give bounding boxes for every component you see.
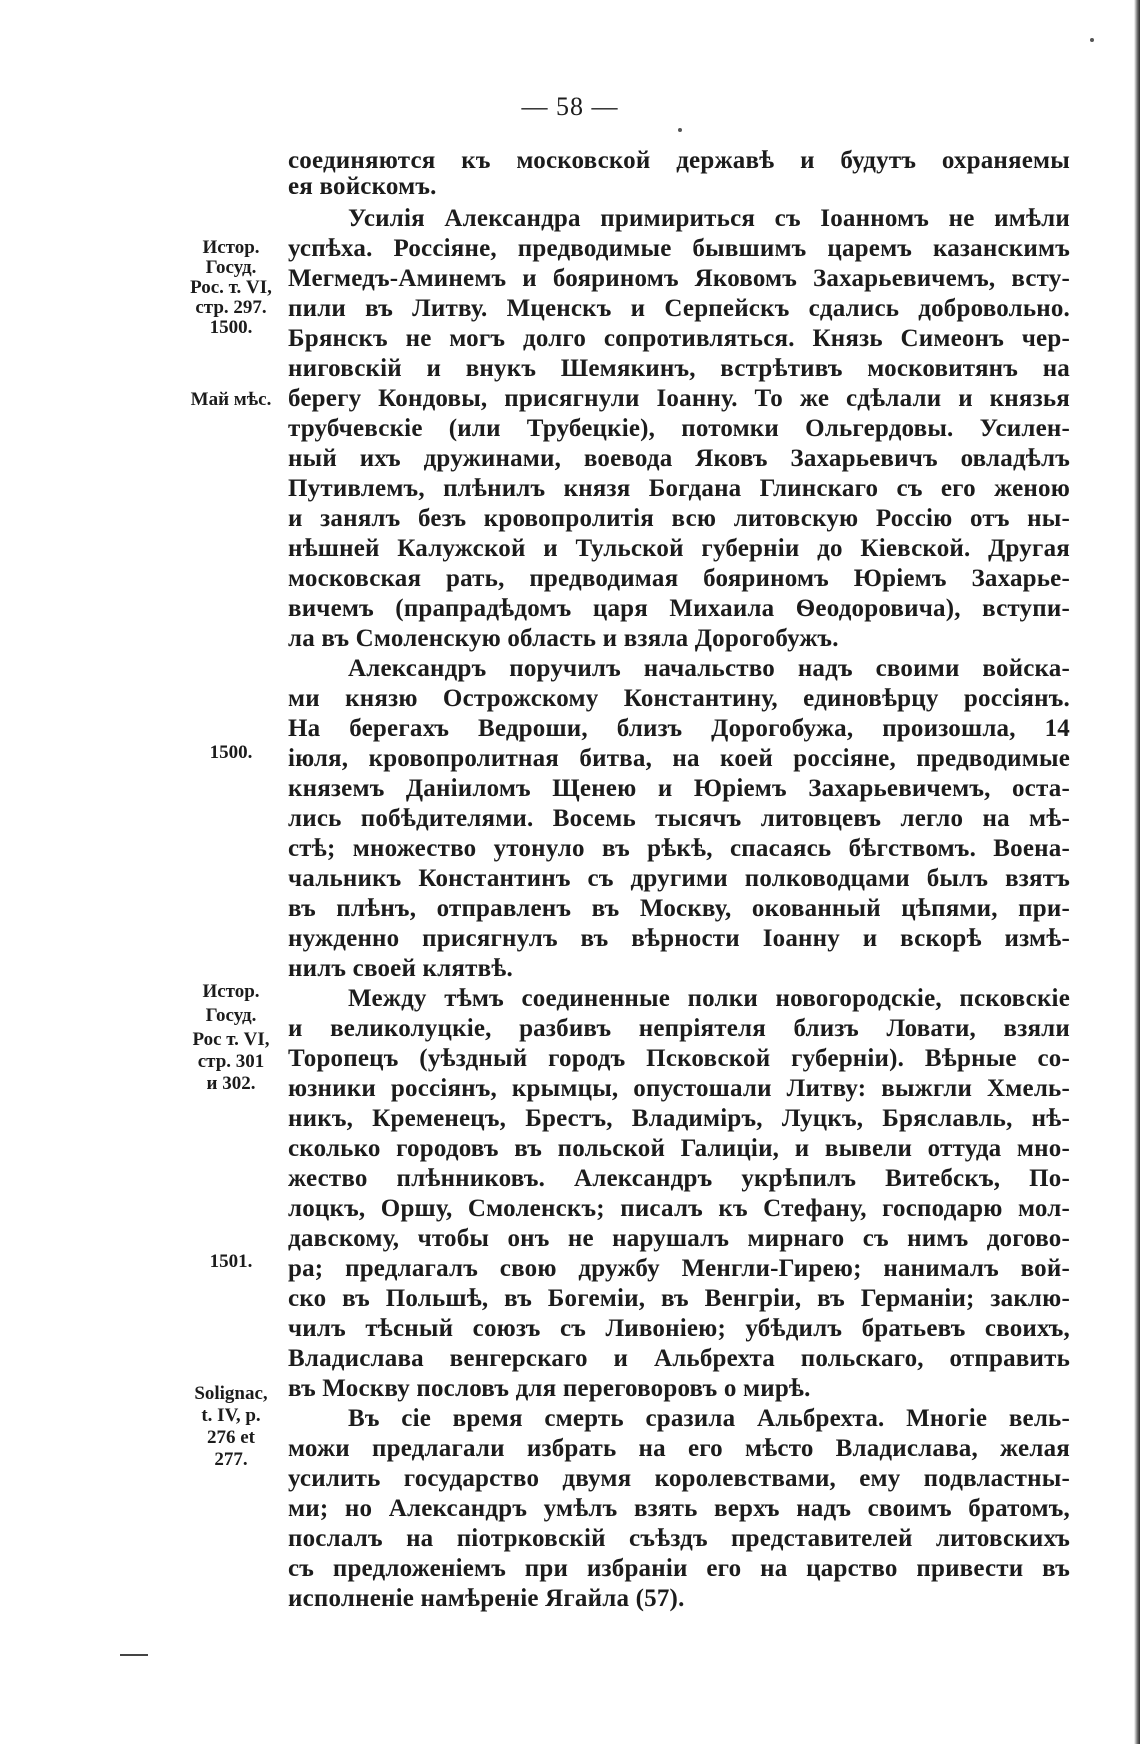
margin-note-source: 276 et xyxy=(206,1427,255,1448)
margin-note-source: Истор. xyxy=(202,237,260,258)
margin-note-source: t. IV, p. xyxy=(201,1405,261,1426)
margin-note-source: и 302. xyxy=(206,1073,256,1094)
text-line: стѣ; множество утонуло въ рѣкѣ, спасаясь бѣгствомъ. Военa- xyxy=(288,835,1070,862)
text-line: ниговскій и внукъ Шемякинъ, встрѣтивъ московитянъ на xyxy=(288,355,1070,382)
text-line: въ Москву пословъ для переговоровъ о мирѣ. xyxy=(288,1375,811,1402)
text-line: сколько городовъ въ польской Галиціи, и вывели оттуда мно- xyxy=(288,1135,1070,1162)
text-line: ный ихъ дружинами, воевода Яковъ Захарьевичъ овладѣлъ xyxy=(288,445,1070,472)
text-line: ми; но Александръ умѣлъ взять верхъ надъ своимъ братомъ, xyxy=(288,1495,1070,1522)
text-line: нѣшней Калужской и Тульской губерніи до Кіевской. Другая xyxy=(288,535,1070,562)
page-edge-shadow xyxy=(1134,0,1140,1744)
text-line: Путивлемъ, плѣнилъ князя Богдана Глинскаго съ его женою xyxy=(288,475,1070,502)
text-line: ея войскомъ. xyxy=(288,173,437,200)
text-line: Усилія Александра примириться съ Іоанномъ не имѣли xyxy=(348,205,1070,232)
text-line: берегу Кондовы, присягнули Іоанну. То же сдѣлали и князья xyxy=(288,385,1070,412)
text-line: вичемъ (прапрадѣдомъ царя Михаила Ѳеодоровича), вступи- xyxy=(288,595,1070,622)
text-line: трубчевскіе (или Трубецкіе), потомки Ольгердовы. Усилен- xyxy=(288,415,1070,442)
text-line: юзники россіянъ, крымцы, опустошали Литву: выжгли Хмель- xyxy=(288,1075,1070,1102)
footer-rule xyxy=(120,1654,148,1656)
margin-note-year: 1500. xyxy=(209,317,253,338)
text-line: пили въ Литву. Мценскъ и Серпейскъ сдались добровольно. xyxy=(288,295,1070,322)
text-line: нужденно присягнулъ въ вѣрности Іоанну и вскорѣ измѣ- xyxy=(288,925,1070,952)
text-line: жество плѣнниковъ. Александръ укрѣпилъ Витебскъ, По- xyxy=(288,1165,1070,1192)
text-line: можи предлагали избрать на его мѣсто Владислава, желая xyxy=(288,1435,1070,1462)
margin-note-source: Рос. т. VI, xyxy=(190,277,272,298)
text-line: успѣха. Россіяне, предводимые бывшимъ царемъ казанскимъ xyxy=(288,235,1070,262)
text-line: въ плѣнъ, отправленъ въ Москву, окованный цѣпями, при- xyxy=(288,895,1070,922)
text-line: ми князю Острожскому Константину, единовѣрцу россіянъ. xyxy=(288,685,1070,712)
margin-note-source: 277. xyxy=(214,1449,248,1470)
print-speck xyxy=(678,128,682,132)
text-line: соединяются къ московской державѣ и будутъ охраняемы xyxy=(288,147,1070,174)
text-line: и занялъ безъ кровопролитія всю литовскую Россію отъ ны- xyxy=(288,505,1070,532)
text-line: нилъ своей клятвѣ. xyxy=(288,955,513,982)
text-line: Александръ поручилъ начальство надъ своими войска- xyxy=(348,655,1070,682)
text-line: московская рать, предводимая бояриномъ Юріемъ Захарье- xyxy=(288,565,1070,592)
text-line: никъ, Кременецъ, Брестъ, Владиміръ, Луцкъ, Бряславль, нѣ- xyxy=(288,1105,1070,1132)
margin-note-source: Госуд. xyxy=(205,257,257,278)
margin-note-source: стр. 297. xyxy=(195,297,267,318)
text-line: княземъ Даніиломъ Щенею и Юріемъ Захарьевичемъ, оста- xyxy=(288,775,1070,802)
text-line: усилить государство двумя королевствами, ему подвластны- xyxy=(288,1465,1070,1492)
text-line: чилъ тѣсный союзъ съ Ливоніею; убѣдилъ братьевъ своихъ, xyxy=(288,1315,1070,1342)
margin-note-source: Solignac, xyxy=(194,1383,268,1404)
text-line: іюля, кровопролитная битва, на коей россіяне, предводимые xyxy=(288,745,1070,772)
text-line: послалъ на піотрковскій съѣздъ представителей литовскихъ xyxy=(288,1525,1070,1552)
text-line: лоцкъ, Оршу, Смоленскъ; писалъ къ Стефану, господарю мол- xyxy=(288,1195,1070,1222)
page-number: — 58 — xyxy=(521,92,619,121)
margin-note-month: Май мѣс. xyxy=(190,389,272,410)
margin-note-source: Рос т. VI, xyxy=(192,1029,270,1050)
text-line: ско въ Польшѣ, въ Богеміи, въ Венгріи, въ Германіи; заклю- xyxy=(288,1285,1070,1312)
margin-note-year: 1500. xyxy=(209,742,253,763)
text-line: ра; предлагалъ свою дружбу Менгли-Гирею; нанималъ вой- xyxy=(288,1255,1070,1282)
text-line: и великолуцкіе, разбивъ непріятеля близъ Ловати, взяли xyxy=(288,1015,1070,1042)
margin-note-source: Истор. xyxy=(202,981,260,1002)
text-line: съ предложеніемъ при избраніи его на царство привести въ xyxy=(288,1555,1070,1582)
print-speck xyxy=(1090,38,1094,42)
margin-note-year: 1501. xyxy=(209,1251,253,1272)
text-line: Брянскъ не могъ долго сопротивляться. Князь Симеонъ чер- xyxy=(288,325,1070,352)
text-line: Владислава венгерскаго и Альбрехта польскаго, отправить xyxy=(288,1345,1070,1372)
text-line: Въ сіе время смерть сразила Альбрехта. Многіе вель- xyxy=(348,1405,1070,1432)
text-line: исполненіе намѣреніе Ягайла (57). xyxy=(288,1585,685,1612)
text-line: чальникъ Константинъ съ другими полководцами былъ взятъ xyxy=(288,865,1070,892)
text-line: На берегахъ Ведроши, близъ Дорогобужа, произошла, 14 xyxy=(288,715,1070,742)
text-line: Торопецъ (уѣздный городъ Псковской губерніи). Вѣрные со- xyxy=(288,1045,1070,1072)
text-line: Мегмедъ-Аминемъ и бояриномъ Яковомъ Захарьевичемъ, всту- xyxy=(288,265,1070,292)
text-line: Между тѣмъ соединенные полки новогородскіе, псковскіе xyxy=(348,985,1070,1012)
text-line: лись побѣдителями. Восемь тысячъ литовцевъ легло на мѣ- xyxy=(288,805,1070,832)
margin-note-source: стр. 301 xyxy=(197,1051,265,1072)
text-line: давскому, чтобы онъ не нарушалъ мирнаго съ нимъ догово- xyxy=(288,1225,1070,1252)
margin-note-source: Госуд. xyxy=(205,1005,257,1026)
text-line: ла въ Смоленскую область и взяла Дорогобужъ. xyxy=(288,625,839,652)
